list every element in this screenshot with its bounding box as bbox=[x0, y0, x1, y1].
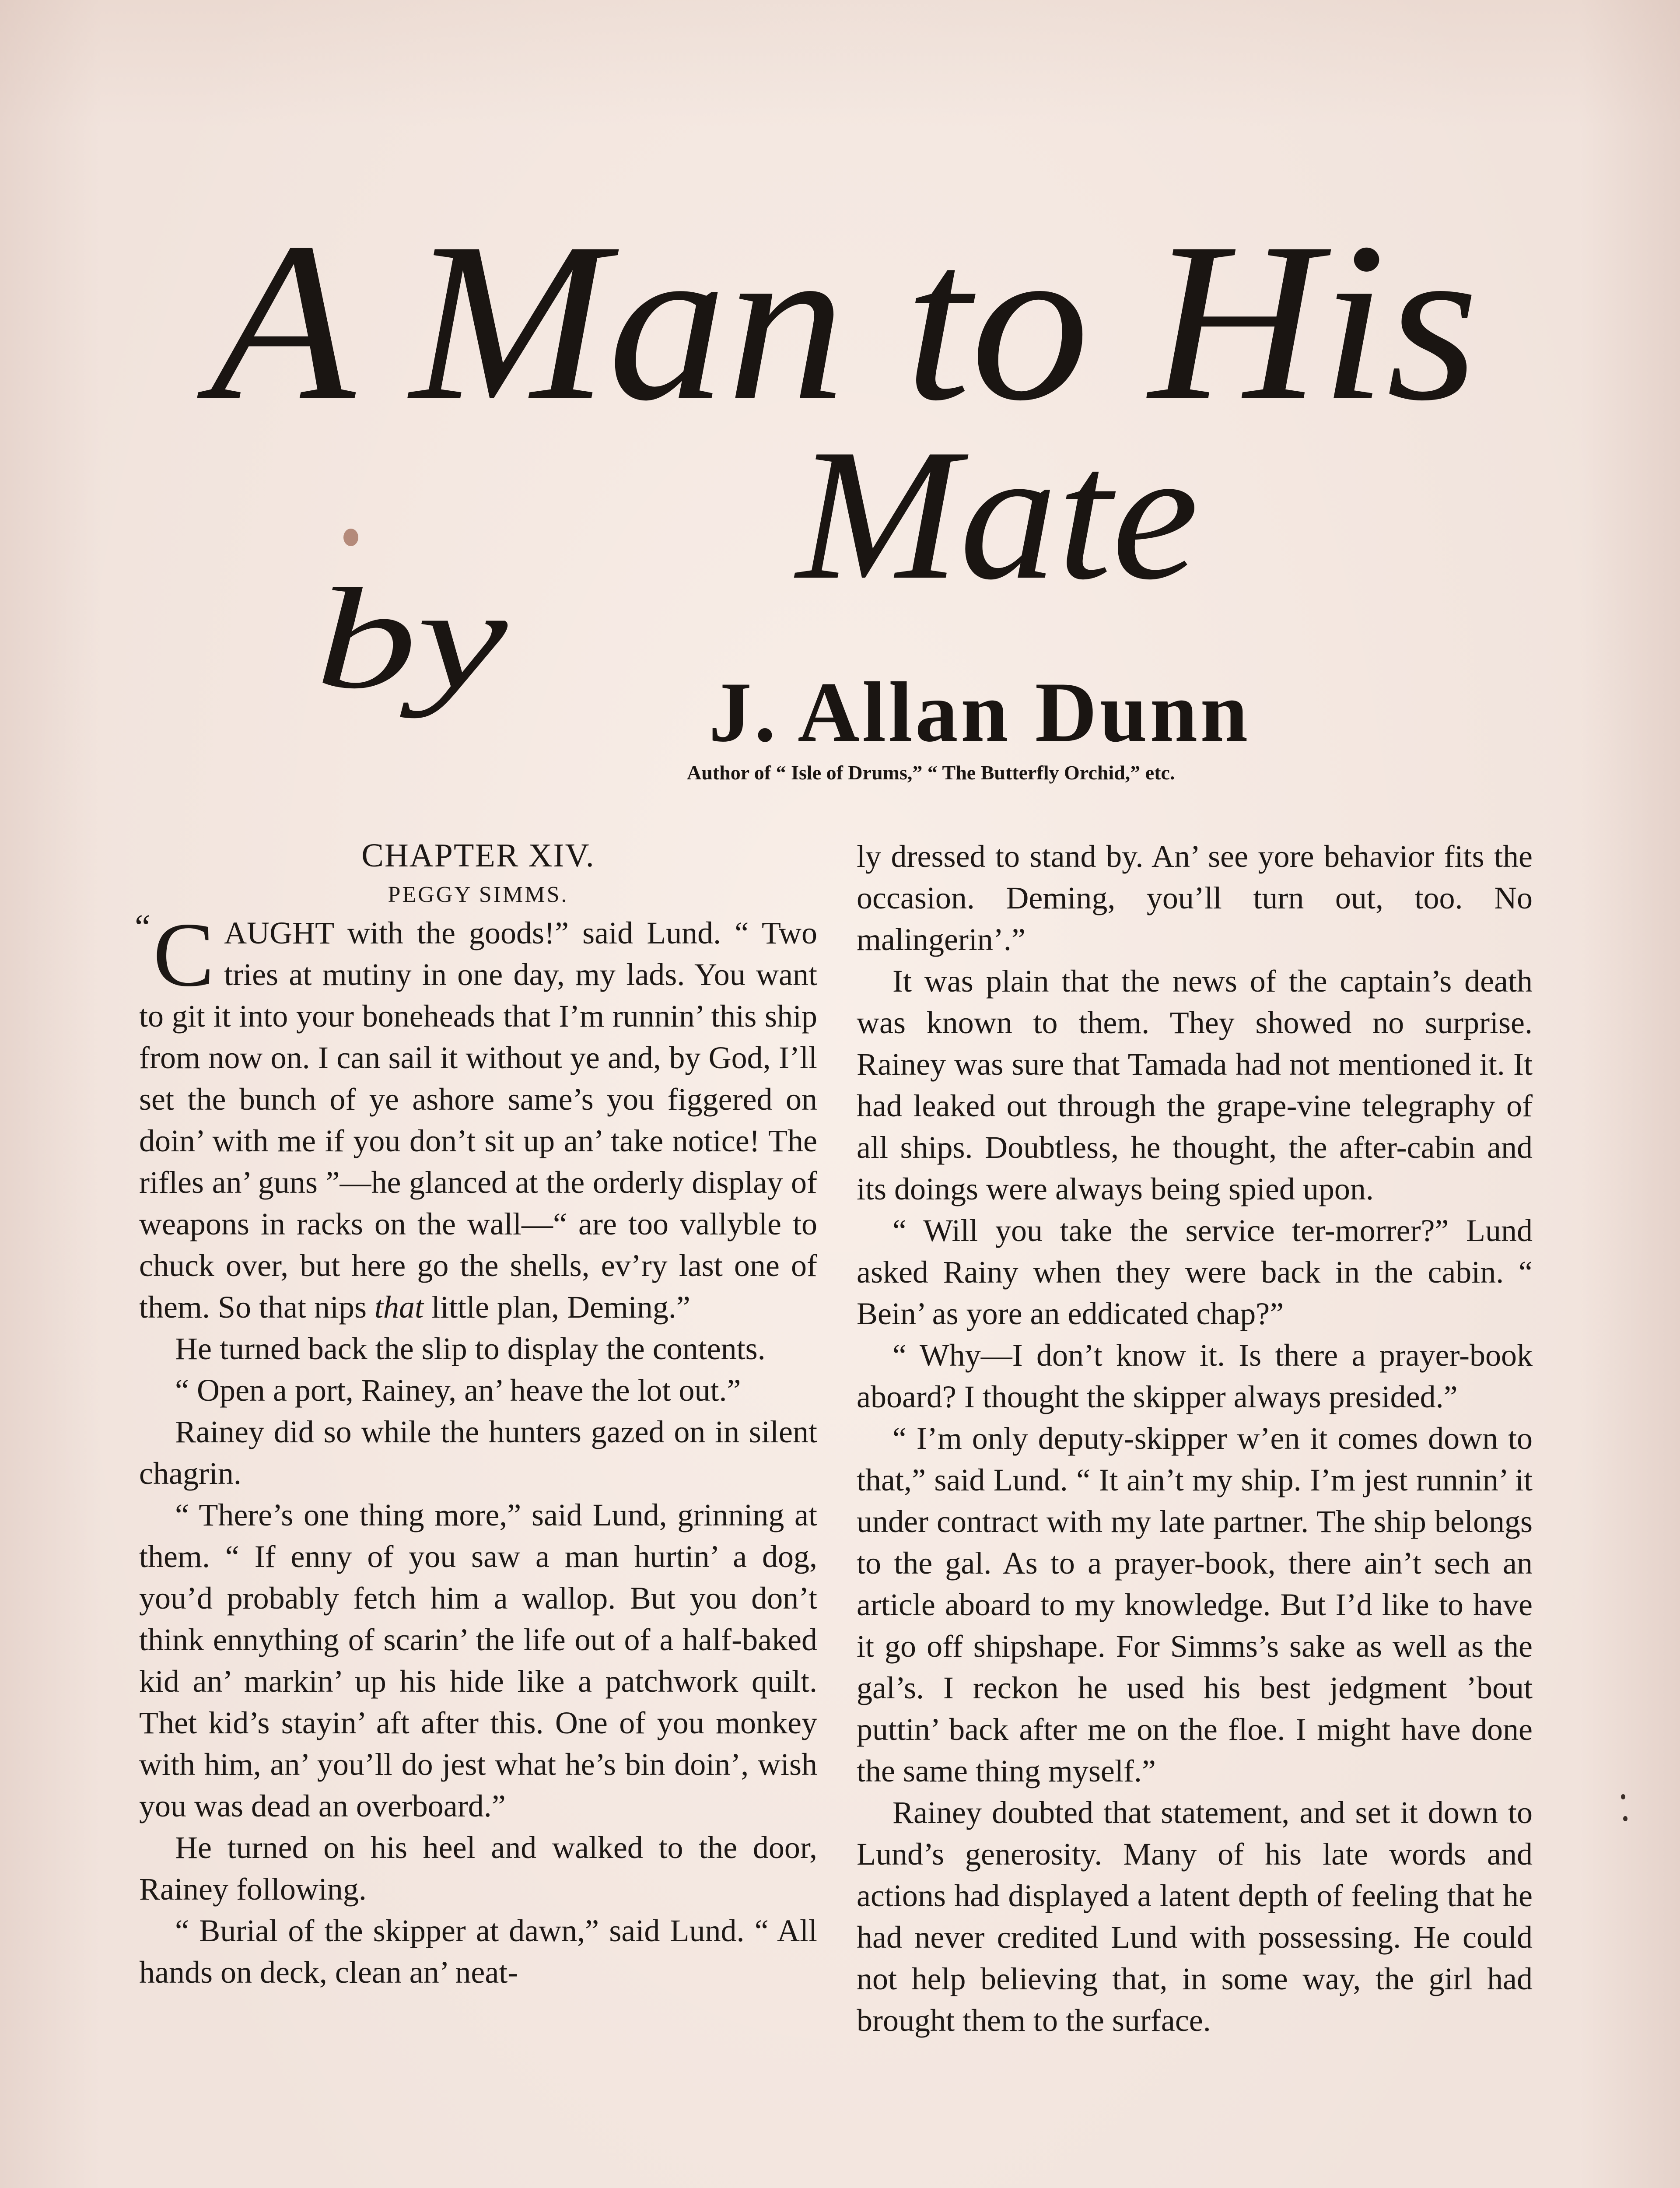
by-word: by bbox=[315, 559, 510, 719]
paper-speck bbox=[1621, 1794, 1625, 1799]
title-line-1: A Man to His bbox=[195, 196, 1479, 448]
drop-cap: C bbox=[153, 904, 215, 1006]
paragraph-text-end: little plan, Deming.” bbox=[431, 1290, 690, 1325]
paragraph: “ Will you take the service ter-morrer?” Lund asked Rainy when they were back in the cabin. “ Bein’ as yore an eddicated chap?” bbox=[857, 1213, 1533, 1331]
paragraph: Rainey did so while the hunters gazed on in silent chagrin. bbox=[139, 1414, 817, 1491]
author-name: J. Allan Dunn bbox=[709, 665, 1251, 760]
paragraph: “ I’m only deputy-skipper w’en it comes down to that,” said Lund. “ It ain’t my ship. I’m jest runnin’ it under contract with my late partner. The ship belongs to the gal. As to a prayer-book, there ain’t sech an article aboard to my knowledge. But I’d like to have it go off shipshape. For Simms’s sake as well as the gal’s. I reckon he used his best jedgment ’bout puttin’ back after me on the floe. I might have done the same thing myself.” bbox=[857, 1421, 1533, 1788]
paragraph: It was plain that the news of the captain’s death was known to them. They showed no surprise. Rainey was sure that Tamada had not mentioned it. It had leaked out through the grape-vine telegraphy of all ships. Doubtless, he thought, the after-cabin and its doings were always being spied upon. bbox=[857, 964, 1533, 1206]
paragraph: “ There’s one thing more,” said Lund, grinning at them. “ If enny of you saw a man hurtin’ a dog, you’d probably fetch him a wallop. But you don’t think ennything of scarin’ the life out of a half-baked kid an’ markin’ up his hide like a patchwork quilt. Thet kid’s stayin’ aft after this. One of you monkey with him, an’ you’ll do jest what he’s bin doin’, wish you was dead an overboard.” bbox=[139, 1497, 817, 1823]
paragraph: “ Why—I don’t know it. Is there a prayer-book aboard? I thought the skipper always presided.” bbox=[857, 1338, 1533, 1414]
paragraph: Rainey doubted that statement, and set it down to Lund’s generosity. Many of his late words and actions had displayed a latent depth of feeling that he had never credited Lund with possessing. He could not help believing that, in some way, the girl had brought them to the surface. bbox=[857, 1795, 1533, 2038]
paragraph-text: AUGHT with the goods!” said Lund. “ Two tries at mutiny in one day, my lads. You want to git it into your boneheads that I’m runnin’ this ship from now on. I can sail it without ye and, by God, I’ll set the bunch of ye ashore same’s you figgered on doin’ with me if you don’t sit up an’ take notice! The rifles an’ guns ”—he glanced at the orderly display of weapons in racks on the wall—“ are too vallyble to chuck over, but here go the shells, ev’ry last one of them. So that nips bbox=[139, 915, 817, 1325]
paragraph: He turned back the slip to display the contents. bbox=[175, 1331, 766, 1366]
paper-speck bbox=[1623, 1816, 1628, 1821]
author-credit: Author of “ Isle of Drums,” “ The Butterfly Orchid,” etc. bbox=[687, 761, 1175, 784]
title-line-2: Mate bbox=[793, 410, 1199, 619]
paragraph-continuation: ly dressed to stand by. An’ see yore behavior fits the occasion. Deming, you’ll turn out, too. No malingerin’.” bbox=[857, 839, 1533, 957]
chapter-subtitle: PEGGY SIMMS. bbox=[388, 882, 569, 907]
chapter-number: CHAPTER XIV. bbox=[361, 837, 595, 874]
right-column bbox=[857, 836, 1533, 2041]
italic-word: that bbox=[374, 1290, 424, 1325]
opening-quote-mark: “ bbox=[135, 908, 150, 947]
left-column bbox=[135, 834, 817, 1993]
paragraph: He turned on his heel and walked to the door, Rainey following. bbox=[139, 1830, 817, 1907]
paper-speck bbox=[343, 529, 358, 546]
opening-paragraph bbox=[135, 904, 817, 1328]
paragraph: “ Open a port, Rainey, an’ heave the lot out.” bbox=[175, 1373, 741, 1408]
paragraph: “ Burial of the skipper at dawn,” said Lund. “ All hands on deck, clean an’ neat- bbox=[139, 1913, 817, 1990]
